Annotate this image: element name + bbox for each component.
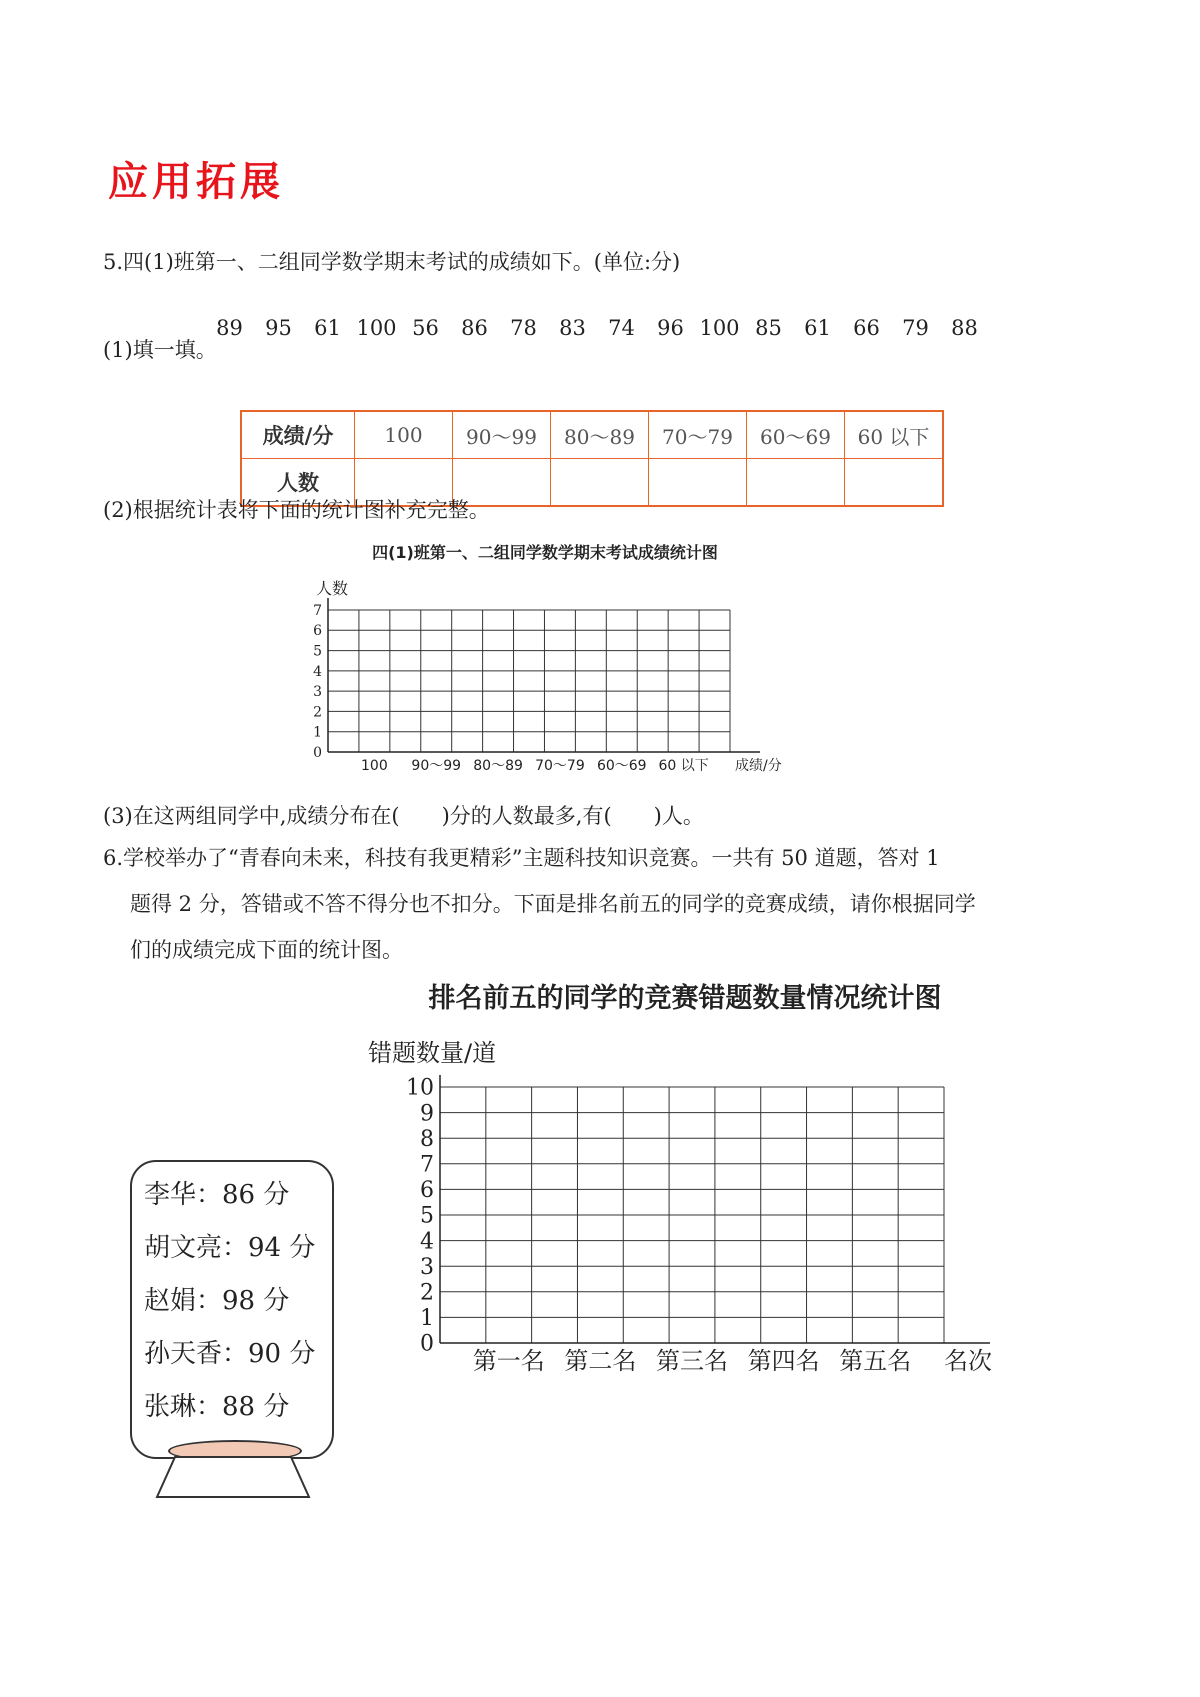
q5-part1: (1)填一填。 [103,338,217,362]
score-value: 83 [559,316,586,340]
score-value: 89 [216,316,243,340]
x-axis-label: 成绩/分 [735,758,782,774]
chart-title: 排名前五的同学的竞赛错题数量情况统计图 [428,983,942,1014]
score-value: 88 [951,316,978,340]
score-value: 61 [804,316,831,340]
q5-part3: (3)在这两组同学中,成绩分布在( )分的人数最多,有( )人。 [103,804,704,828]
score-value: 86 [461,316,488,340]
y-axis-label: 人数 [316,579,349,598]
x-axis-label: 名次 [944,1347,992,1375]
score-value: 100 [699,316,740,340]
score-value: 61 [314,316,341,340]
chart-wrong-answers[interactable] [0,975,1200,1395]
score-value: 79 [902,316,929,340]
x-category-label: 100 [361,758,388,774]
x-category-label: 70～79 [535,758,585,774]
board-entry: 李华：86 分 [144,1180,290,1210]
score-value: 85 [755,316,782,340]
y-tick-label: 8 [420,1126,434,1152]
x-category-label: 第一名 [472,1347,545,1375]
table-column-label: 60 以下 [845,411,944,459]
x-category-label: 第三名 [656,1347,728,1375]
x-category-label: 80～89 [473,758,523,774]
answer-cell[interactable] [747,459,845,507]
y-tick-label: 10 [406,1075,434,1101]
y-tick-label: 6 [313,623,322,640]
score-value: 66 [853,316,880,340]
answer-cell[interactable] [649,459,747,507]
y-axis-label: 错题数量/道 [368,1039,497,1067]
table-column-label: 70～79 [649,411,747,459]
y-tick-label: 0 [313,744,322,761]
y-tick-label: 4 [313,663,322,680]
y-tick-label: 3 [313,684,322,701]
y-tick-label: 7 [313,602,322,619]
y-tick-label: 9 [420,1101,434,1127]
score-value: 100 [356,316,397,340]
answer-cell[interactable] [551,459,649,507]
board-entry: 孙天香：90 分 [144,1339,316,1369]
x-category-label: 第四名 [747,1347,820,1375]
score-value: 95 [265,316,292,340]
q6-stem-line2: 题得 2 分，答错或不答不得分也不扣分。下面是排名前五的同学的竞赛成绩，请你根据同学 [130,892,976,916]
q5-stem: 5.四(1)班第一、二组同学数学期末考试的成绩如下。(单位:分) [103,250,681,274]
board-entry: 胡文亮：94 分 [144,1233,316,1263]
score-value: 78 [510,316,537,340]
score-value: 74 [608,316,635,340]
board-entry: 赵娟：98 分 [144,1286,290,1316]
x-category-label: 60～69 [596,758,647,774]
section-title: 应用拓展 [108,158,284,205]
x-category-label: 第五名 [839,1347,912,1375]
table-column-label: 100 [355,411,453,459]
x-category-label: 90～99 [411,758,462,774]
y-tick-label: 3 [420,1254,434,1280]
y-tick-label: 2 [420,1280,434,1306]
q6-stem-line1: 6.学校举办了“青春向未来，科技有我更精彩”主题科技知识竞赛。一共有 50 道题，答对 1 [103,846,940,870]
table-header-score: 成绩/分 [241,411,355,459]
x-category-label: 60 以下 [658,758,709,774]
q5-part2: (2)根据统计表将下面的统计图补充完整。 [103,498,490,522]
x-category-label: 第二名 [564,1347,637,1375]
board-stand-base [155,1455,311,1499]
chart-title: 四(1)班第一、二组同学数学期末考试成绩统计图 [372,543,718,562]
table-column-label: 90～99 [453,411,551,459]
y-tick-label: 2 [313,704,322,721]
y-tick-label: 1 [420,1306,434,1332]
board-entry: 张琳：88 分 [144,1392,290,1422]
y-tick-label: 0 [420,1331,434,1357]
table-row [241,411,943,459]
y-tick-label: 7 [420,1152,434,1178]
table-column-label: 60～69 [747,411,845,459]
table-header-count: 人数 [241,459,355,507]
score-list [205,316,989,340]
score-value: 56 [412,316,439,340]
q6-stem-line3: 们的成绩完成下面的统计图。 [130,938,403,962]
table-column-label: 80～89 [551,411,649,459]
answer-cell[interactable] [845,459,944,507]
y-tick-label: 5 [313,643,322,660]
y-tick-label: 1 [313,724,322,741]
score-value: 96 [657,316,684,340]
y-tick-label: 4 [420,1229,434,1255]
y-tick-label: 6 [420,1178,434,1204]
score-table [240,410,944,507]
y-tick-label: 5 [420,1203,434,1229]
